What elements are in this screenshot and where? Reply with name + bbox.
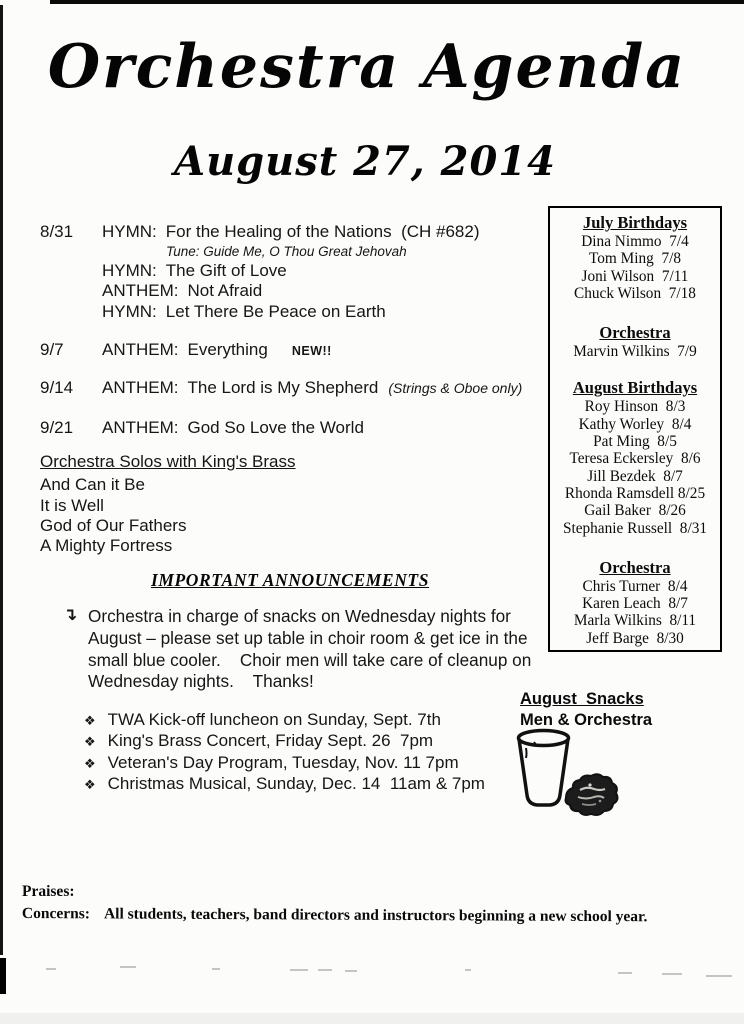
birthday-section-july-orchestra <box>550 323 720 360</box>
item-type: ANTHEM: <box>102 418 179 437</box>
birthday-entry: Kathy Worley 8/4 <box>578 415 692 433</box>
item-type: HYMN: <box>102 301 157 321</box>
birthday-entry: Gail Baker 8/26 <box>584 502 686 520</box>
event-text: King's Brass Concert, Friday Sept. 26 7pm <box>107 731 434 751</box>
item-title: The Lord is My Shepherd <box>187 378 379 397</box>
birthday-entry: Roy Hinson 8/3 <box>584 398 686 416</box>
birthday-entry: Tom Ming 7/8 <box>589 250 681 268</box>
solo-item: A Mighty Fortress <box>40 536 173 556</box>
solos-heading: Orchestra Solos with King's Brass <box>40 452 296 471</box>
praises-label: Praises: <box>22 883 75 900</box>
schedule-line <box>102 378 522 399</box>
instrumentation-note: (Strings & Oboe only) <box>388 380 523 396</box>
schedule-entry-9-7 <box>40 340 332 362</box>
solo-item: And Can it Be <box>40 475 145 495</box>
scan-artifact-dash <box>345 970 357 972</box>
section-heading: August Birthdays <box>572 378 698 398</box>
birthday-entry: Jeff Barge 8/30 <box>586 629 684 647</box>
concerns-text: All students, teachers, band directors and instructors beginning a new school year. <box>103 905 648 926</box>
solo-item: God of Our Fathers <box>40 515 187 535</box>
section-heading: Orchestra <box>599 557 671 577</box>
scan-artifact-dash <box>618 972 632 974</box>
birthday-entry: Stephanie Russell 8/31 <box>562 519 708 537</box>
scan-artifact-dash <box>318 969 332 971</box>
concerns-label: Concerns: <box>21 905 91 923</box>
announcement-line: small blue cooler. Choir men will take care of cleanup on <box>88 649 532 670</box>
scan-artifact-dash <box>662 973 682 975</box>
page-title: Orchestra Agenda <box>47 32 687 102</box>
item-title: Not Afraid <box>187 281 263 300</box>
birthdays-box <box>548 206 722 652</box>
schedule-date: 9/7 <box>40 340 64 359</box>
item-title: The Gift of Love <box>165 260 287 280</box>
item-type: ANTHEM: <box>102 378 179 397</box>
schedule-entry-9-14 <box>40 378 522 399</box>
snacks-subheading: Men & Orchestra <box>520 711 653 729</box>
schedule-entry-8-31 <box>40 222 480 322</box>
announcement-text <box>88 606 543 693</box>
section-heading: July Birthdays <box>582 213 688 232</box>
event-item <box>84 774 485 795</box>
birthday-entry: Karen Leach 8/7 <box>582 595 688 613</box>
solos-section <box>40 452 296 556</box>
birthday-entry: Dina Nimmo 7/4 <box>581 233 689 250</box>
birthday-section-august <box>550 378 720 536</box>
scan-artifact-dash <box>46 968 56 970</box>
solo-item: It is Well <box>40 495 104 515</box>
item-type: ANTHEM: <box>102 281 179 300</box>
item-title: For the Healing of the Nations (CH #682) <box>165 222 480 241</box>
scan-bottom-band <box>0 1013 744 1024</box>
corner-down-arrow-bullet-icon: ↴ <box>63 605 78 624</box>
schedule-line <box>102 340 332 362</box>
schedule-entry-9-21 <box>40 418 364 439</box>
event-item <box>84 753 485 774</box>
birthday-entry: Joni Wilson 7/11 <box>581 267 689 285</box>
schedule-line <box>102 302 480 323</box>
cup-and-cookie-drawing <box>510 726 640 826</box>
schedule-line <box>102 281 480 302</box>
scan-edge-notch <box>0 958 6 994</box>
birthday-entry: Chris Turner 8/4 <box>582 577 688 595</box>
new-badge: NEW!! <box>291 344 332 358</box>
birthday-entry: Marvin Wilkins 7/9 <box>573 343 697 361</box>
scan-artifact-dash <box>706 975 732 977</box>
announcement-line: Orchestra in charge of snacks on Wednesday nights for <box>88 606 511 626</box>
event-item <box>84 731 485 752</box>
diamond-bullet-icon: ❖ <box>84 776 96 792</box>
announcement-line: Wednesday nights. Thanks! <box>88 671 314 692</box>
event-text: Christmas Musical, Sunday, Dec. 14 11am & 7pm <box>107 773 485 793</box>
schedule-date: 8/31 <box>40 222 74 241</box>
scan-edge-top <box>50 0 744 4</box>
item-type: ANTHEM: <box>102 340 179 359</box>
schedule-items <box>102 222 480 322</box>
event-text: TWA Kick-off luncheon on Sunday, Sept. 7th <box>107 710 441 729</box>
birthday-section-august-orchestra <box>550 558 720 647</box>
tune-note: Tune: Guide Me, O Thou Great Jehovah <box>166 243 407 259</box>
item-type: HYMN: <box>102 222 157 241</box>
upcoming-events-list <box>84 710 485 795</box>
snacks-heading: August Snacks <box>520 690 644 708</box>
birthday-entry: Rhonda Ramsdell 8/25 <box>564 484 706 502</box>
page-date: August 27, 2014 <box>174 138 556 185</box>
schedule-line <box>102 261 480 282</box>
diamond-bullet-icon: ❖ <box>84 713 96 728</box>
birthday-entry: Jill Bezdek 8/7 <box>587 467 683 485</box>
item-type: HYMN: <box>102 260 157 280</box>
birthday-entry: Marla Wilkins 8/11 <box>573 612 697 630</box>
item-title: Everything <box>187 340 268 359</box>
birthday-entry: Pat Ming 8/5 <box>593 433 677 451</box>
scan-artifact-dash <box>212 968 220 970</box>
snack-duty-announcement <box>63 606 543 693</box>
birthday-entry: Teresa Eckersley 8/6 <box>569 450 701 468</box>
diamond-bullet-icon: ❖ <box>84 734 96 750</box>
scan-artifact-dash <box>120 966 136 968</box>
item-title: Let There Be Peace on Earth <box>165 301 386 321</box>
section-heading: Orchestra <box>599 323 671 343</box>
scan-artifact-dash <box>290 969 308 971</box>
item-title: God So Love the World <box>187 418 364 437</box>
event-item <box>84 710 485 731</box>
schedule-line <box>102 222 480 243</box>
concerns-line <box>22 905 722 927</box>
diamond-bullet-icon: ❖ <box>84 755 96 771</box>
schedule-line <box>102 418 364 439</box>
birthday-entry: Chuck Wilson 7/18 <box>574 284 696 302</box>
announcement-line: August – please set up table in choir room & get ice in the <box>88 627 528 648</box>
scan-artifact-dash <box>465 969 471 971</box>
announcements-heading: IMPORTANT ANNOUNCEMENTS <box>150 570 430 590</box>
schedule-date: 9/21 <box>40 418 74 437</box>
birthday-section-july <box>550 213 720 302</box>
event-text: Veteran's Day Program, Tuesday, Nov. 11 7pm <box>107 752 459 772</box>
schedule-date: 9/14 <box>40 378 74 397</box>
